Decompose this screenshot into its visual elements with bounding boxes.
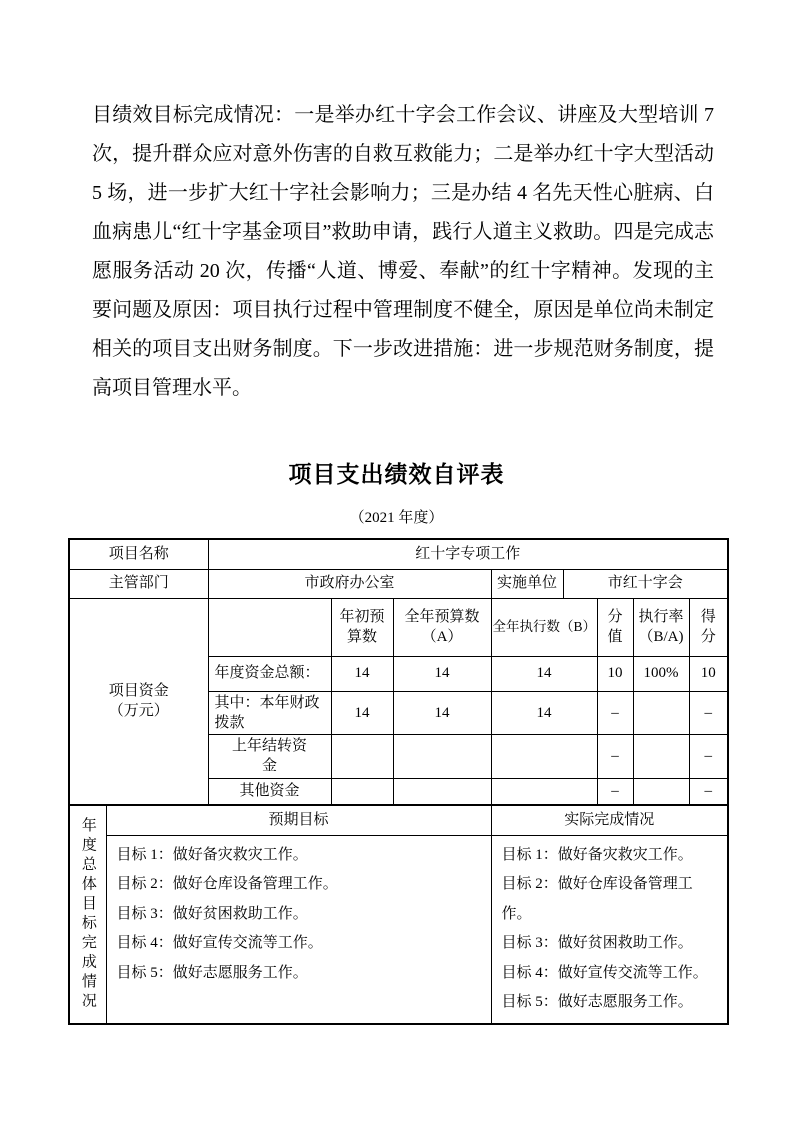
funds-carryover-label: 上年结转资金 bbox=[208, 735, 331, 779]
funds-total-weight: 10 bbox=[597, 656, 633, 691]
department-value: 市政府办公室 bbox=[208, 569, 491, 598]
evaluation-table-container bbox=[68, 538, 727, 1025]
header-execution-rate: 执行率（B/A) bbox=[633, 598, 689, 656]
funds-header-row bbox=[69, 598, 728, 656]
header-score-weight: 分值 bbox=[597, 598, 633, 656]
funds-fiscal-label: 其中：本年财政拨款 bbox=[208, 691, 331, 735]
funds-carryover-execution bbox=[491, 735, 597, 779]
implementing-unit-value: 市红十字会 bbox=[563, 569, 728, 598]
funds-carryover-budget bbox=[393, 735, 491, 779]
funds-total-execution: 14 bbox=[491, 656, 597, 691]
actual-completion-cell bbox=[491, 835, 728, 1024]
actual-goal-item: 目标 4：做好宣传交流等工作。 bbox=[501, 964, 708, 981]
header-score: 得分 bbox=[689, 598, 728, 656]
table-row bbox=[69, 569, 728, 598]
expected-goals-header: 预期目标 bbox=[106, 805, 491, 835]
funds-carryover-initial bbox=[331, 735, 393, 779]
expected-goal-item: 目标 5：做好志愿服务工作。 bbox=[116, 964, 308, 981]
header-initial-budget: 年初预算数 bbox=[331, 598, 393, 656]
department-label: 主管部门 bbox=[69, 569, 208, 598]
funds-other-execution bbox=[491, 778, 597, 805]
funds-total-rate: 100% bbox=[633, 656, 689, 691]
page-title: 项目支出绩效自评表 bbox=[288, 461, 505, 487]
funds-other-budget bbox=[393, 778, 491, 805]
funds-fiscal-weight: – bbox=[597, 691, 633, 735]
funds-total-label: 年度资金总额： bbox=[208, 656, 331, 691]
actual-goal-item: 目标 5：做好志愿服务工作。 bbox=[501, 994, 693, 1010]
funds-row-label: 项目资金（万元） bbox=[69, 598, 208, 805]
funds-fiscal-score: – bbox=[689, 691, 728, 735]
actual-goal-item: 目标 2：做好仓库设备管理工作。 bbox=[501, 876, 693, 922]
funds-fiscal-initial: 14 bbox=[331, 691, 393, 735]
expected-goal-item: 目标 2：做好仓库设备管理工作。 bbox=[116, 876, 338, 892]
annual-goals-side-label: 年度总体目标完成情况 bbox=[69, 805, 106, 1024]
project-name-label: 项目名称 bbox=[69, 539, 208, 569]
expected-goals-cell bbox=[106, 835, 491, 1024]
funds-other-score: – bbox=[689, 778, 728, 805]
year-subtitle: （2021 年度） bbox=[349, 510, 444, 526]
goals-content-row bbox=[69, 835, 728, 1024]
expected-goal-item: 目标 3：做好贫困救助工作。 bbox=[116, 905, 308, 922]
funds-carryover-score: – bbox=[689, 735, 728, 779]
expected-goal-item: 目标 1：做好备灾救灾工作。 bbox=[116, 846, 308, 863]
performance-summary-paragraph: 目绩效目标完成情况：一是举办红十字会工作会议、讲座及大型培训 7 次，提升群众应对意外伤害的自救互救能力；二是举办红十字大型活动 5 场，进一步扩大红十字社会影响力；三是办结 4 名先天性心脏病、白血病患儿“红十字基金项目”救助申请，践行人道主义救助。四是完成志愿服务活动 20 次，传播“人道、博爱、奉献”的红十字精神。发现的主要问题及原因：项目执行过程中管理制度不健全，原因是单位尚未制定相关的项目支出财务制度。下一步改进措施：进一步规范财务制度，提高项目管理水平。 bbox=[92, 104, 714, 399]
funds-total-initial: 14 bbox=[331, 656, 393, 691]
funds-fiscal-execution: 14 bbox=[491, 691, 597, 735]
evaluation-table bbox=[68, 538, 729, 806]
header-annual-execution: 全年执行数（B） bbox=[491, 598, 597, 656]
funds-fiscal-rate bbox=[633, 691, 689, 735]
funds-other-initial bbox=[331, 778, 393, 805]
funds-other-rate bbox=[633, 778, 689, 805]
funds-total-budget: 14 bbox=[393, 656, 491, 691]
funds-other-label: 其他资金 bbox=[208, 778, 331, 805]
table-row bbox=[69, 539, 728, 569]
actual-goal-item: 目标 1：做好备灾救灾工作。 bbox=[501, 846, 693, 863]
funds-other-weight: – bbox=[597, 778, 633, 805]
header-annual-budget: 全年预算数（A） bbox=[393, 598, 491, 656]
expected-goal-item: 目标 4：做好宣传交流等工作。 bbox=[116, 935, 323, 951]
funds-corner-cell bbox=[208, 598, 331, 656]
actual-completion-header: 实际完成情况 bbox=[491, 805, 728, 835]
implementing-unit-label: 实施单位 bbox=[491, 569, 563, 598]
annual-goals-table bbox=[68, 804, 729, 1025]
funds-carryover-rate bbox=[633, 735, 689, 779]
actual-goal-item: 目标 3：做好贫困救助工作。 bbox=[501, 935, 693, 951]
funds-total-score: 10 bbox=[689, 656, 728, 691]
goals-header-row bbox=[69, 805, 728, 835]
funds-carryover-weight: – bbox=[597, 735, 633, 779]
funds-fiscal-budget: 14 bbox=[393, 691, 491, 735]
project-name-value: 红十字专项工作 bbox=[208, 539, 728, 569]
